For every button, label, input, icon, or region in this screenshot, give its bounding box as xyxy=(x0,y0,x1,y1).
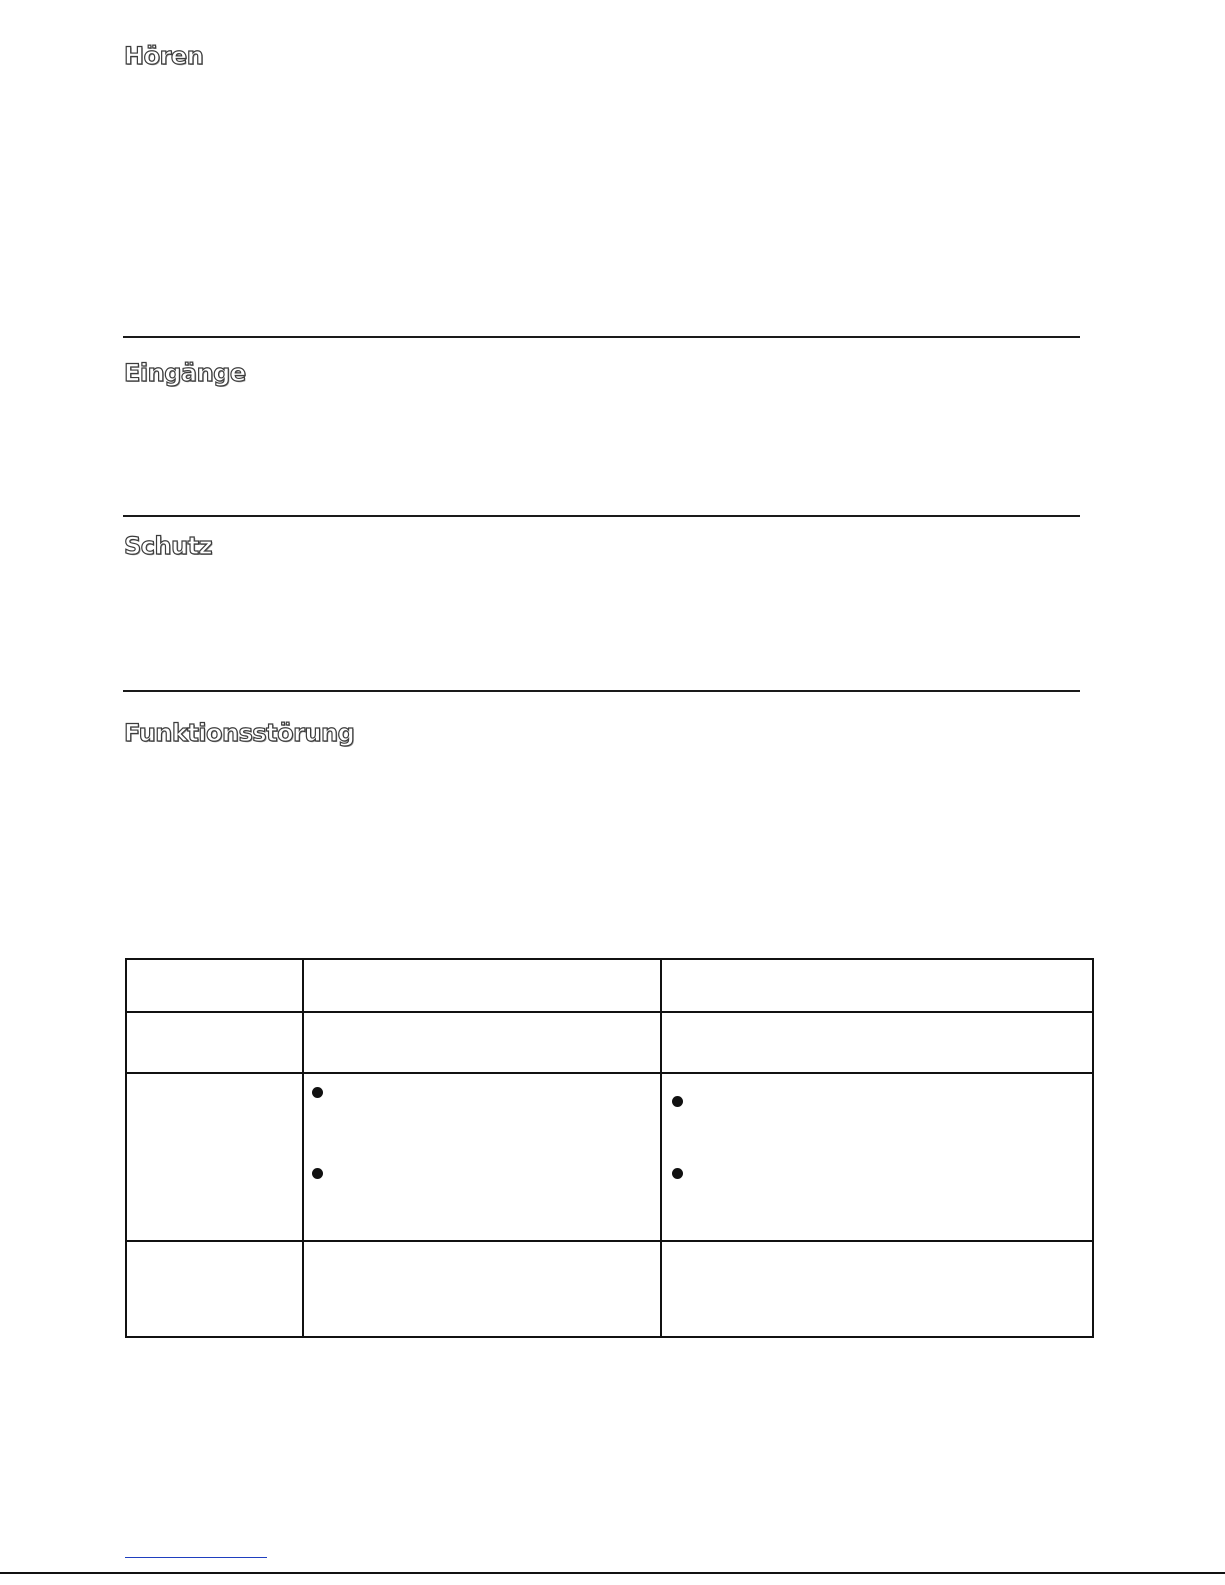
table-cell xyxy=(303,1241,661,1337)
table-cell xyxy=(126,1073,303,1241)
table-cell xyxy=(303,959,661,1012)
table-cell xyxy=(303,1073,661,1241)
table-cell xyxy=(303,1012,661,1073)
table-cell xyxy=(661,959,1093,1012)
section-divider xyxy=(123,336,1080,338)
table-row xyxy=(126,1241,1093,1337)
table-header-row xyxy=(126,959,1093,1012)
troubleshooting-table xyxy=(125,958,1094,1338)
table-row xyxy=(126,1073,1093,1241)
section-heading-eingaenge: Eingänge xyxy=(124,359,246,387)
bullet-icon xyxy=(672,1168,683,1179)
bullet-icon xyxy=(312,1087,323,1098)
bullet-icon xyxy=(312,1168,323,1179)
bullet-icon xyxy=(672,1096,683,1107)
section-divider xyxy=(123,690,1080,692)
table-cell xyxy=(661,1012,1093,1073)
section-heading-hoeren: Hören xyxy=(124,42,204,70)
section-divider xyxy=(123,515,1080,517)
table-row xyxy=(126,1012,1093,1073)
table-cell xyxy=(126,959,303,1012)
table-cell xyxy=(126,1012,303,1073)
section-heading-funktionsstoerung: Funktionsstörung xyxy=(124,719,355,747)
table-cell xyxy=(661,1241,1093,1337)
footer-accent-line xyxy=(125,1557,267,1558)
table-cell xyxy=(661,1073,1093,1241)
section-heading-schutz: Schutz xyxy=(124,532,213,560)
table-cell xyxy=(126,1241,303,1337)
footer-rule xyxy=(0,1572,1225,1574)
